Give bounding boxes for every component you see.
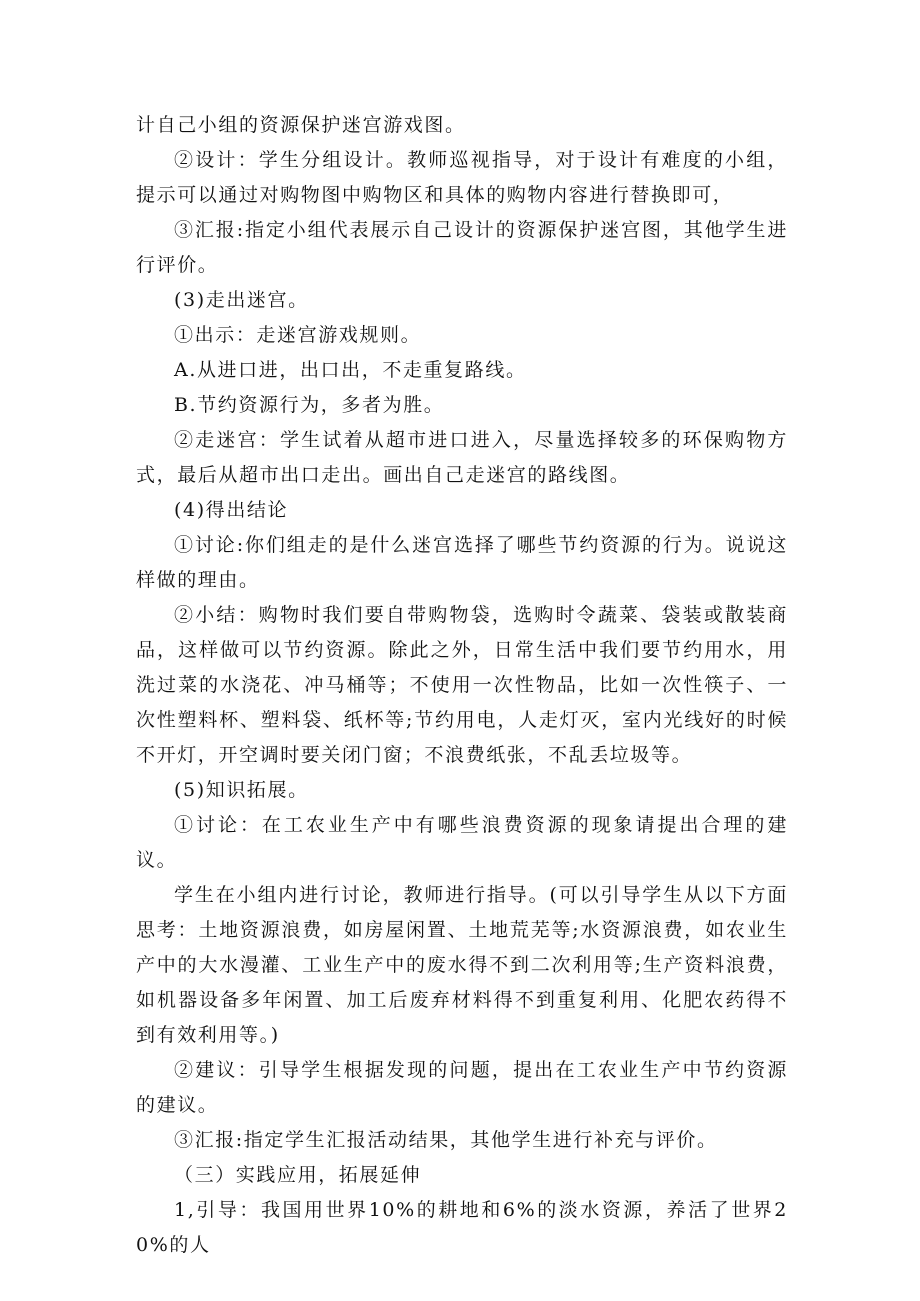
paragraph-2: ②设计：学生分组设计。教师巡视指导，对于设计有难度的小组，提示可以通过对购物图中购物区和具体的购物内容进行替换即可， <box>136 149 788 206</box>
paragraph-5: ①出示：走迷宫游戏规则。 <box>174 324 422 346</box>
paragraph-10: ①讨论:你们组走的是什么迷宫选择了哪些节约资源的行为。说说这样做的理由。 <box>136 534 788 591</box>
paragraph-16: ③汇报:指定学生汇报活动结果，其他学生进行补充与评价。 <box>174 1129 718 1151</box>
document-body <box>136 108 788 1263</box>
paragraph-7: B.节约资源行为，多者为胜。 <box>174 394 445 416</box>
paragraph-1: 计自己小组的资源保护迷宫游戏图。 <box>136 114 466 136</box>
paragraph-13: ①讨论：在工农业生产中有哪些浪费资源的现象请提出合理的建议。 <box>136 814 788 871</box>
paragraph-18: 1,引导：我国用世界10%的耕地和6%的淡水资源，养活了世界20%的人 <box>136 1199 788 1256</box>
paragraph-15: ②建议：引导学生根据发现的问题，提出在工农业生产中节约资源的建议。 <box>136 1059 788 1116</box>
paragraph-12: (5)知识拓展。 <box>174 779 309 801</box>
paragraph-11: ②小结：购物时我们要自带购物袋，选购时令蔬菜、袋装或散装商品，这样做可以节约资源。除此之外，日常生活中我们要节约用水，用洗过菜的水浇花、冲马桶等；不使用一次性物品，比如一次性筷子、一次性塑料杯、塑料袋、纸杯等;节约用电，人走灯灭，室内光线好的时候不开灯，开空调时要关闭门窗；不浪费纸张，不乱丢垃圾等。 <box>136 604 788 766</box>
paragraph-8: ②走迷宫：学生试着从超市进口进入，尽量选择较多的环保购物方式，最后从超市出口走出。画出自己走迷宫的路线图。 <box>136 429 788 486</box>
paragraph-6: A.从进口进，出口出，不走重复路线。 <box>174 359 527 381</box>
paragraph-17: （三）实践应用，拓展延伸 <box>174 1164 422 1186</box>
paragraph-3: ③汇报:指定小组代表展示自己设计的资源保护迷宫图，其他学生进行评价。 <box>136 219 788 276</box>
paragraph-9: (4)得出结论 <box>174 499 289 521</box>
paragraph-14: 学生在小组内进行讨论，教师进行指导。(可以引导学生从以下方面思考：土地资源浪费，如房屋闲置、土地荒芜等;水资源浪费，如农业生产中的大水漫灌、工业生产中的废水得不到二次利用等;生产资料浪费，如机器设备多年闲置、加工后废弃材料得不到重复利用、化肥农药得不到有效利用等。) <box>136 884 788 1046</box>
paragraph-4: (3)走出迷宫。 <box>174 289 309 311</box>
